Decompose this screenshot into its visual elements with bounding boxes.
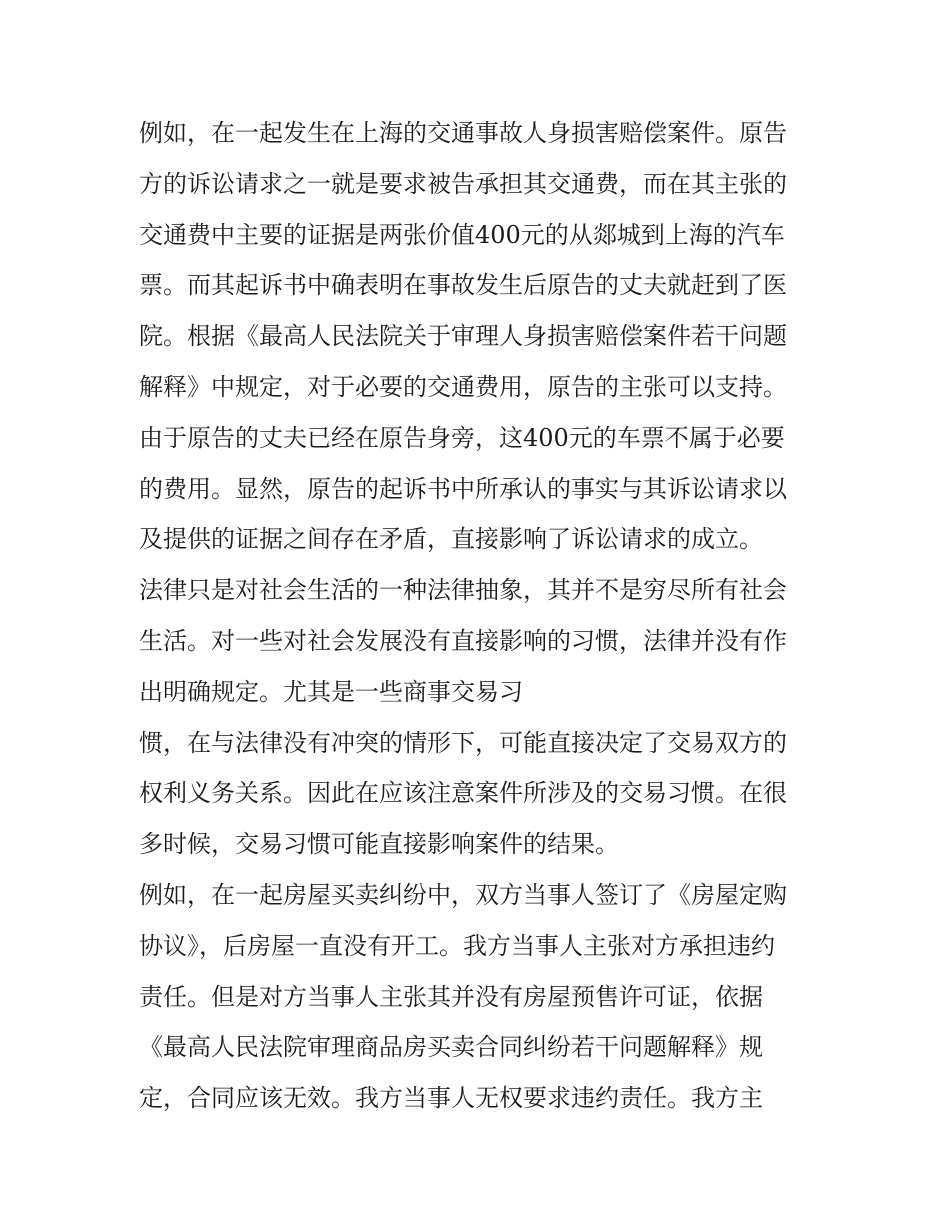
text-line: 惯，在与法律没有冲突的情形下，可能直接决定了交易双方的 <box>139 728 787 757</box>
text-line: 责任。但是对方当事人主张其并没有房屋预售许可证，依据 <box>139 982 763 1011</box>
text-line: 院。根据《最高人民法院关于审理人身损害赔偿案件若干问题 <box>139 322 787 351</box>
text-line: 协议》，后房屋一直没有开工。我方当事人主张对方承担违约 <box>139 931 775 960</box>
text-line: 由于原告的丈夫已经在原告身旁，这400元的车票不属于必要 <box>139 423 785 452</box>
text-line: 及提供的证据之间存在矛盾，直接影响了诉讼请求的成立。 <box>139 525 763 554</box>
text-line: 方的诉讼请求之一就是要求被告承担其交通费，而在其主张的 <box>139 169 787 198</box>
text-line: 生活。对一些对社会发展没有直接影响的习惯，法律并没有作 <box>139 626 787 655</box>
text-line: 票。而其起诉书中确表明在事故发生后原告的丈夫就赶到了医 <box>139 271 787 300</box>
text-line: 例如，在一起发生在上海的交通事故人身损害赔偿案件。原告 <box>139 119 787 147</box>
text-line: 权利义务关系。因此在应该注意案件所涉及的交易习惯。在很 <box>139 779 787 808</box>
text-line: 解释》中规定，对于必要的交通费用，原告的主张可以支持。 <box>139 372 787 401</box>
text-line: 多时候，交易习惯可能直接影响案件的结果。 <box>139 830 619 859</box>
text-line: 的费用。显然，原告的起诉书中所承认的事实与其诉讼请求以 <box>139 474 787 503</box>
text-line: 出明确规定。尤其是一些商事交易习 <box>139 677 523 706</box>
document-body <box>139 108 819 1124</box>
text-line: 《最高人民法院审理商品房买卖合同纠纷若干问题解释》规 <box>139 1033 763 1062</box>
text-line: 例如，在一起房屋买卖纠纷中，双方当事人签订了《房屋定购 <box>139 880 787 909</box>
text-line: 定，合同应该无效。我方当事人无权要求违约责任。我方主 <box>139 1084 763 1113</box>
text-line: 法律只是对社会生活的一种法律抽象，其并不是穷尽所有社会 <box>139 576 787 605</box>
text-line: 交通费中主要的证据是两张价值400元的从郯城到上海的汽车 <box>139 220 785 249</box>
